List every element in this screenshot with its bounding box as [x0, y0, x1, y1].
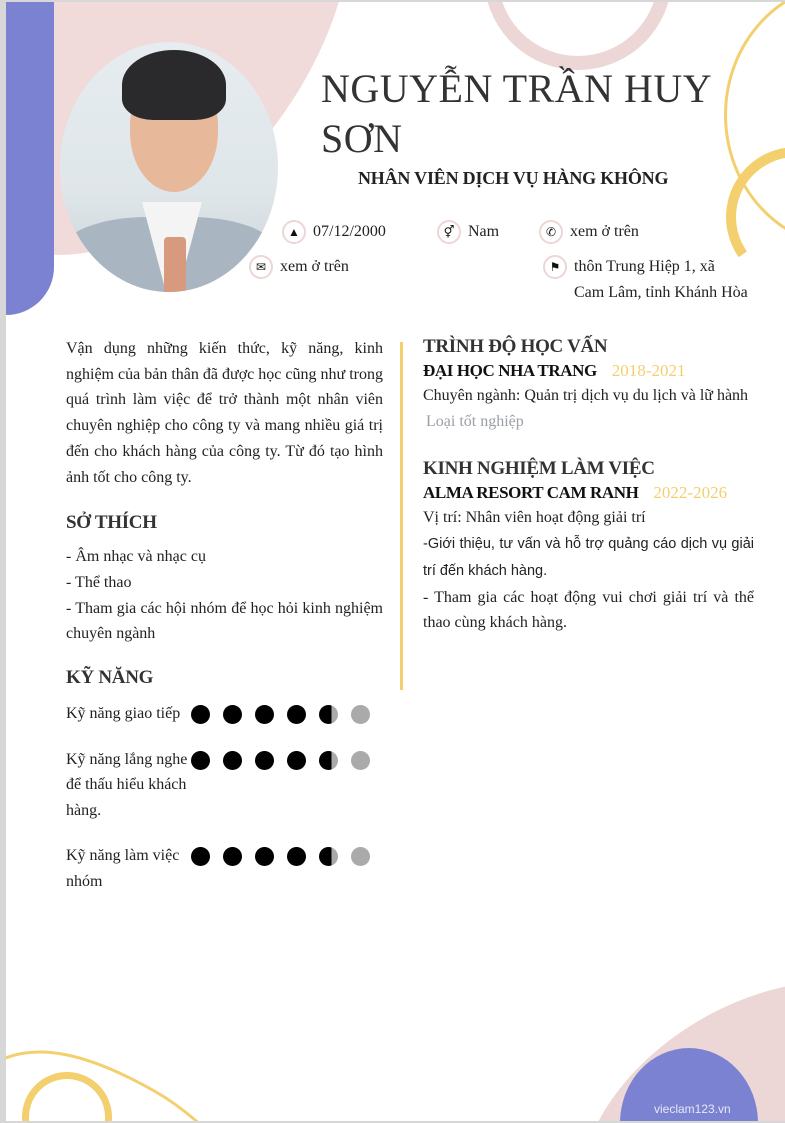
profile-photo — [60, 42, 278, 292]
rating-dot-half — [319, 705, 338, 724]
birthday-cake-icon: ▲ — [282, 220, 306, 244]
experience-duty: -Giới thiệu, tư vấn và hỗ trợ quảng cáo dịch vụ giải trí đến khách hàng. — [423, 536, 754, 579]
rating-dot-filled — [287, 751, 306, 770]
decor-pink-ring — [484, 2, 672, 70]
phone-info — [539, 219, 639, 245]
address-info — [543, 254, 748, 306]
rating-dot-filled — [191, 751, 210, 770]
email-value: xem ở trên — [280, 258, 349, 275]
column-divider — [400, 342, 403, 690]
skill-row — [66, 747, 383, 824]
rating-dot-filled — [255, 847, 274, 866]
rating-dot-filled — [223, 847, 242, 866]
map-location-icon: ⚑ — [543, 255, 567, 279]
left-column — [66, 336, 383, 894]
skill-rating — [191, 705, 370, 727]
hobby-item: - Tham gia các hội nhóm để học hỏi kinh nghiệm chuyên ngành — [66, 599, 383, 643]
hobbies-list — [66, 544, 383, 647]
address-line-2: Cam Lâm, tỉnh Khánh Hòa — [574, 284, 748, 301]
skill-rating — [191, 751, 370, 824]
candidate-name: NGUYỄN TRẦN HUY SƠN — [321, 66, 711, 161]
skills-title: KỸ NĂNG — [66, 667, 154, 689]
gender-value: Nam — [468, 223, 500, 240]
rating-dot-empty — [351, 847, 370, 866]
education-grade: Loại tốt nghiệp — [426, 412, 524, 430]
experience-title: KINH NGHIỆM LÀM VIỆC — [423, 458, 655, 480]
hobbies-title: SỞ THÍCH — [66, 512, 157, 534]
experience-period: 2022-2026 — [653, 483, 728, 503]
rating-dot-filled — [255, 751, 274, 770]
skill-rating — [191, 847, 370, 894]
education-major: Chuyên ngành: Quản trị dịch vụ du lịch và lữ hành — [423, 387, 749, 404]
birthday-info — [282, 219, 386, 245]
watermark: vieclam123.vn — [654, 1102, 731, 1116]
rating-dot-empty — [351, 751, 370, 770]
company-name: ALMA RESORT CAM RANH — [423, 483, 639, 503]
experience-duty: - Tham gia các hoạt động vui chơi giải trí và thể thao cùng khách hàng. — [423, 588, 754, 632]
email-info — [249, 254, 349, 280]
rating-dot-filled — [223, 705, 242, 724]
envelope-icon: ✉ — [249, 255, 273, 279]
rating-dot-half — [319, 751, 338, 770]
decor-purple-bar — [6, 2, 54, 315]
school-name: ĐẠI HỌC NHA TRANG — [423, 361, 597, 380]
education-period: 2018-2021 — [611, 361, 686, 380]
experience-position: Vị trí: Nhân viên hoạt động giải trí — [423, 509, 646, 527]
skill-row — [66, 701, 383, 727]
education-header — [423, 361, 754, 381]
education-title: TRÌNH ĐỘ HỌC VẤN — [423, 336, 608, 357]
right-column — [423, 336, 754, 636]
phone-value: xem ở trên — [570, 223, 639, 240]
cv-page — [6, 2, 785, 1121]
rating-dot-filled — [287, 847, 306, 866]
rating-dot-filled — [191, 847, 210, 866]
job-title: NHÂN VIÊN DỊCH VỤ HÀNG KHÔNG — [358, 168, 669, 188]
skill-label: Kỹ năng lắng nghe để thấu hiểu khách hàng. — [66, 750, 188, 819]
skill-label: Kỹ năng làm việc nhóm — [66, 847, 180, 890]
rating-dot-filled — [287, 705, 306, 724]
birthday-value: 07/12/2000 — [313, 223, 386, 240]
skill-row — [66, 843, 383, 894]
rating-dot-empty — [351, 705, 370, 724]
rating-dot-filled — [223, 751, 242, 770]
address-line-1: thôn Trung Hiệp 1, xã — [574, 258, 715, 275]
career-objective: Vận dụng những kiến thức, kỹ năng, kinh nghiệm của bản thân đã được học cũng như trong quá trình làm việc để trở thành một nhân viên chuyên nghiệp cho công ty và mang nhiều giá trị đến cho khách hàng của công ty. Từ đó tạo hình ảnh tốt cho công ty. — [66, 340, 383, 486]
hobby-item: - Âm nhạc và nhạc cụ — [66, 548, 206, 566]
rating-dot-half — [319, 847, 338, 866]
gender-info — [437, 219, 499, 245]
skill-label: Kỹ năng giao tiếp — [66, 705, 181, 723]
experience-header — [423, 483, 754, 503]
skills-list — [66, 701, 383, 894]
rating-dot-filled — [191, 705, 210, 724]
gender-icon: ⚥ — [437, 220, 461, 244]
hobby-item: - Thể thao — [66, 573, 132, 591]
phone-icon: ✆ — [539, 220, 563, 244]
rating-dot-filled — [255, 705, 274, 724]
